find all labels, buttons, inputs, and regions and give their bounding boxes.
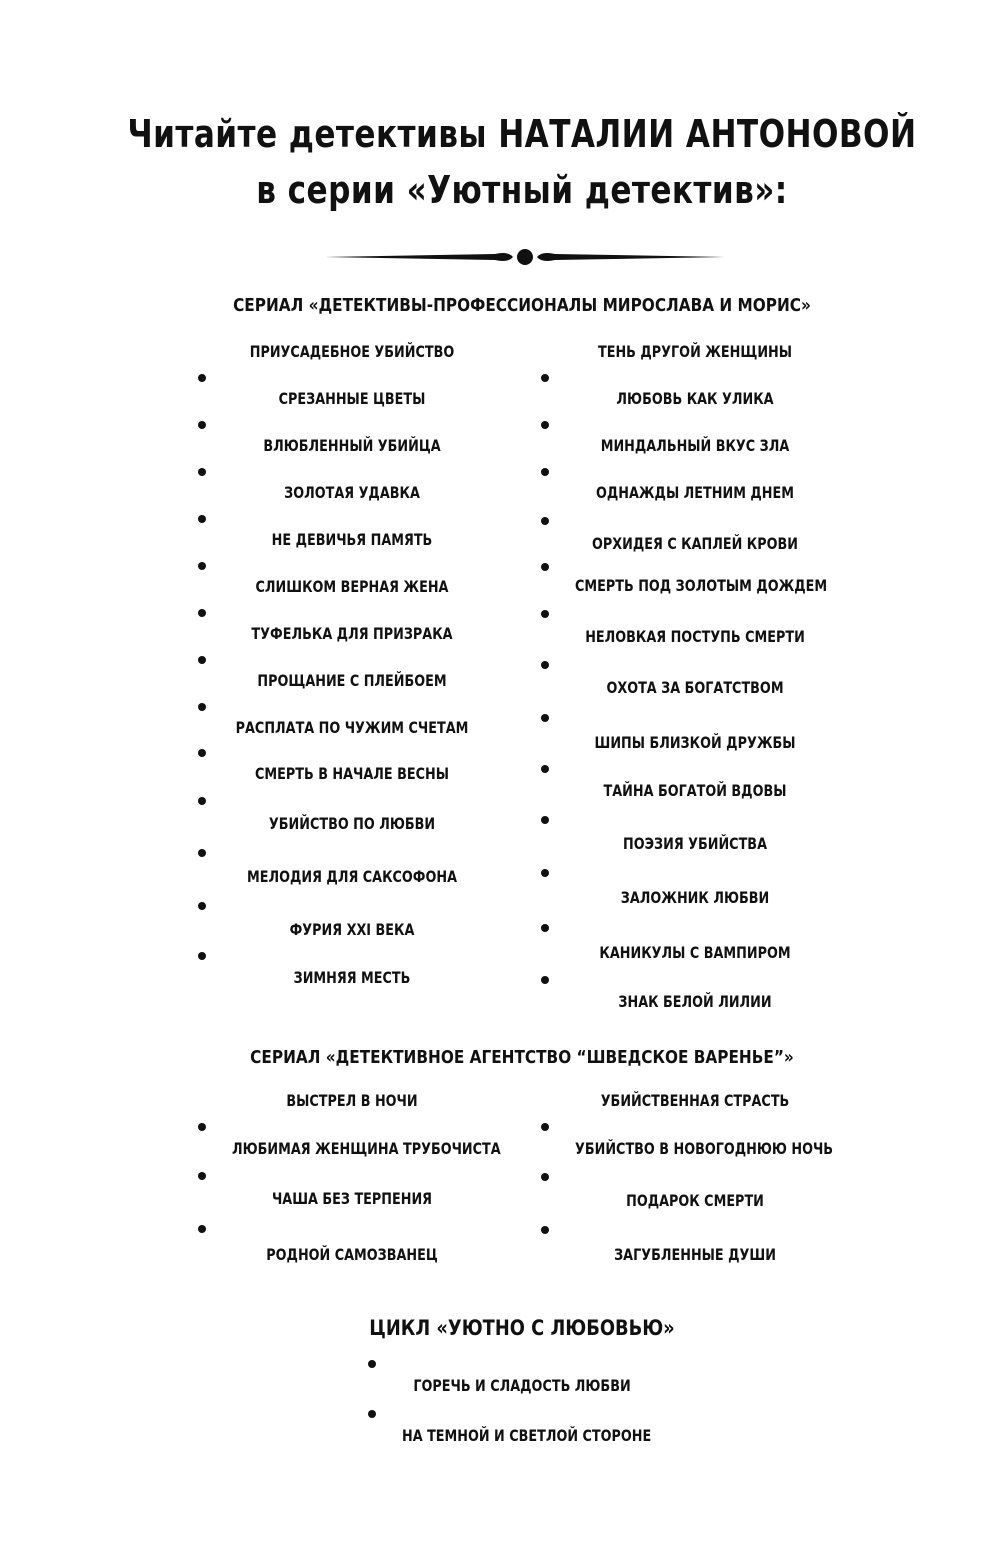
book-title: ЗНАК БЕЛОЙ ЛИЛИИ — [618, 992, 772, 1011]
bullet-dot-icon — [541, 1173, 549, 1181]
bullet-dot-icon — [198, 703, 206, 711]
book-title: НЕЛОВКАЯ ПОСТУПЬ СМЕРТИ — [585, 627, 805, 646]
book-list-item — [545, 678, 845, 698]
book-title: ЧАША БЕЗ ТЕРПЕНИЯ — [271, 1189, 433, 1208]
book-list-item — [202, 968, 502, 988]
bullet-dot-icon — [368, 1360, 376, 1368]
book-title: ПРОЩАНИЕ С ПЛЕЙБОЕМ — [257, 671, 447, 690]
book-list-item — [545, 1091, 845, 1111]
book-title: ГОРЕЧЬ И СЛАДОСТЬ ЛЮБВИ — [413, 1376, 631, 1395]
bullet-dot-icon — [541, 924, 549, 932]
cycle-heading: ЦИКЛ «УЮТНО С ЛЮБОВЬЮ» — [369, 1316, 675, 1340]
book-title: СЛИШКОМ ВЕРНАЯ ЖЕНА — [255, 577, 449, 596]
book-list-item — [202, 624, 502, 644]
book-title: ТАЙНА БОГАТОЙ ВДОВЫ — [603, 781, 787, 800]
book-list-item — [545, 943, 845, 963]
book-title: ЛЮБОВЬ КАК УЛИКА — [616, 389, 774, 408]
book-title: МЕЛОДИЯ ДЛЯ САКСОФОНА — [247, 867, 457, 886]
book-title: РАСПЛАТА ПО ЧУЖИМ СЧЕТАМ — [235, 718, 469, 737]
book-title: ТУФЕЛЬКА ДЛЯ ПРИЗРАКА — [251, 624, 453, 643]
book-title: УБИЙСТВО В НОВОГОДНЮЮ НОЧЬ — [575, 1139, 834, 1158]
book-title: НА ТЕМНОЙ И СВЕТЛОЙ СТОРОНЕ — [402, 1426, 652, 1445]
bullet-dot-icon — [541, 714, 549, 722]
book-list-item — [202, 577, 502, 597]
book-title: ВЫСТРЕЛ В НОЧИ — [286, 1091, 418, 1110]
bullet-dot-icon — [541, 765, 549, 773]
book-list-item — [545, 483, 845, 503]
book-title: МИНДАЛЬНЫЙ ВКУС ЗЛА — [600, 436, 790, 455]
book-title: ЗАГУБЛЕННЫЕ ДУШИ — [614, 1245, 776, 1264]
book-title: НЕ ДЕВИЧЬЯ ПАМЯТЬ — [271, 530, 433, 549]
bullet-dot-icon — [541, 976, 549, 984]
bullet-dot-icon — [198, 656, 206, 664]
bullet-dot-icon — [198, 1225, 206, 1233]
book-list-item — [545, 1191, 845, 1211]
book-list-item — [372, 1376, 672, 1396]
book-list-item — [202, 1091, 502, 1111]
book-title: ЛЮБИМАЯ ЖЕНЩИНА ТРУБОЧИСТА — [232, 1139, 501, 1158]
book-list-item — [202, 920, 502, 940]
bullet-dot-icon — [198, 515, 206, 523]
book-title: УБИЙСТВО ПО ЛЮБВИ — [268, 814, 436, 833]
book-title: ЗОЛОТАЯ УДАВКА — [284, 483, 420, 502]
book-list-item — [545, 1245, 845, 1265]
bullet-dot-icon — [198, 421, 206, 429]
bullet-dot-icon — [198, 797, 206, 805]
bullet-dot-icon — [198, 902, 206, 910]
book-list-item — [545, 834, 845, 854]
book-title: ЗАЛОЖНИК ЛЮБВИ — [620, 888, 770, 907]
book-title: УБИЙСТВЕННАЯ СТРАСТЬ — [600, 1091, 790, 1110]
book-list-item — [202, 1189, 502, 1209]
bullet-dot-icon — [198, 849, 206, 857]
book-list-item — [545, 342, 845, 362]
bullet-dot-icon — [198, 374, 206, 382]
book-list-item — [545, 992, 845, 1012]
book-list-item — [372, 1426, 672, 1446]
bullet-dot-icon — [541, 869, 549, 877]
book-list-item — [202, 671, 502, 691]
bullet-dot-icon — [541, 563, 549, 571]
bullet-dot-icon — [541, 421, 549, 429]
book-title: РОДНОЙ САМОЗВАНЕЦ — [266, 1245, 438, 1264]
bullet-dot-icon — [541, 1123, 549, 1131]
bullet-dot-icon — [541, 468, 549, 476]
book-list-item — [202, 389, 502, 409]
book-list-item — [202, 483, 502, 503]
book-title: ОДНАЖДЫ ЛЕТНИМ ДНЕМ — [595, 483, 794, 502]
book-list-item — [202, 764, 502, 784]
book-title: ВЛЮБЛЕННЫЙ УБИЙЦА — [263, 436, 441, 455]
series-2-heading: СЕРИАЛ «ДЕТЕКТИВНОЕ АГЕНТСТВО “ШВЕДСКОЕ ВАРЕНЬЕ”» — [250, 1047, 794, 1068]
book-title: КАНИКУЛЫ С ВАМПИРОМ — [599, 943, 791, 962]
page-title-line-2: в серии «Уютный детектив»: — [256, 168, 788, 212]
book-list-item — [202, 1139, 502, 1159]
bullet-dot-icon — [541, 610, 549, 618]
book-list-item — [545, 888, 845, 908]
book-title: СМЕРТЬ ПОД ЗОЛОТЫМ ДОЖДЕМ — [575, 576, 828, 595]
book-title: СРЕЗАННЫЕ ЦВЕТЫ — [278, 389, 426, 408]
book-list-item — [202, 867, 502, 887]
bullet-dot-icon — [368, 1410, 376, 1418]
book-list-item — [202, 814, 502, 834]
bullet-dot-icon — [541, 661, 549, 669]
bullet-dot-icon — [541, 374, 549, 382]
book-list-item — [545, 389, 845, 409]
book-list-item — [202, 1245, 502, 1265]
book-list-item — [545, 781, 845, 801]
book-title: СМЕРТЬ В НАЧАЛЕ ВЕСНЫ — [255, 764, 449, 783]
bullet-dot-icon — [541, 1226, 549, 1234]
bullet-dot-icon — [198, 562, 206, 570]
book-list-item — [545, 1139, 845, 1159]
book-list-item — [202, 530, 502, 550]
book-title: ПОЭЗИЯ УБИЙСТВА — [623, 834, 767, 853]
series-1-heading: СЕРИАЛ «ДЕТЕКТИВЫ-ПРОФЕССИОНАЛЫ МИРОСЛАВА И МОРИС» — [233, 295, 811, 316]
bullet-dot-icon — [541, 517, 549, 525]
book-title: ОХОТА ЗА БОГАТСТВОМ — [606, 678, 784, 697]
ornament-divider-icon — [325, 242, 725, 272]
bullet-dot-icon — [198, 468, 206, 476]
book-title: ОРХИДЕЯ С КАПЛЕЙ КРОВИ — [592, 534, 798, 553]
bullet-dot-icon — [198, 749, 206, 757]
book-list-item — [202, 718, 502, 738]
bullet-dot-icon — [198, 952, 206, 960]
book-list-item — [545, 534, 845, 554]
book-list-item — [202, 436, 502, 456]
bullet-dot-icon — [198, 1172, 206, 1180]
bullet-dot-icon — [541, 816, 549, 824]
bullet-dot-icon — [198, 609, 206, 617]
book-title: ПОДАРОК СМЕРТИ — [626, 1191, 764, 1210]
book-title: ЗИМНЯЯ МЕСТЬ — [293, 968, 411, 987]
book-list-item — [545, 576, 845, 596]
book-title: ШИПЫ БЛИЗКОЙ ДРУЖБЫ — [594, 733, 796, 752]
bullet-dot-icon — [198, 1123, 206, 1131]
page-title-line-1: Читайте детективы НАТАЛИИ АНТОНОВОЙ — [127, 112, 917, 156]
book-title: ТЕНЬ ДРУГОЙ ЖЕНЩИНЫ — [597, 342, 793, 361]
book-title: ПРИУСАДЕБНОЕ УБИЙСТВО — [249, 342, 455, 361]
book-title: ФУРИЯ XXI ВЕКА — [289, 920, 415, 939]
page-title — [94, 106, 950, 218]
book-list-item — [202, 342, 502, 362]
book-list-item — [545, 436, 845, 456]
book-list-item — [545, 627, 845, 647]
book-list-item — [545, 733, 845, 753]
